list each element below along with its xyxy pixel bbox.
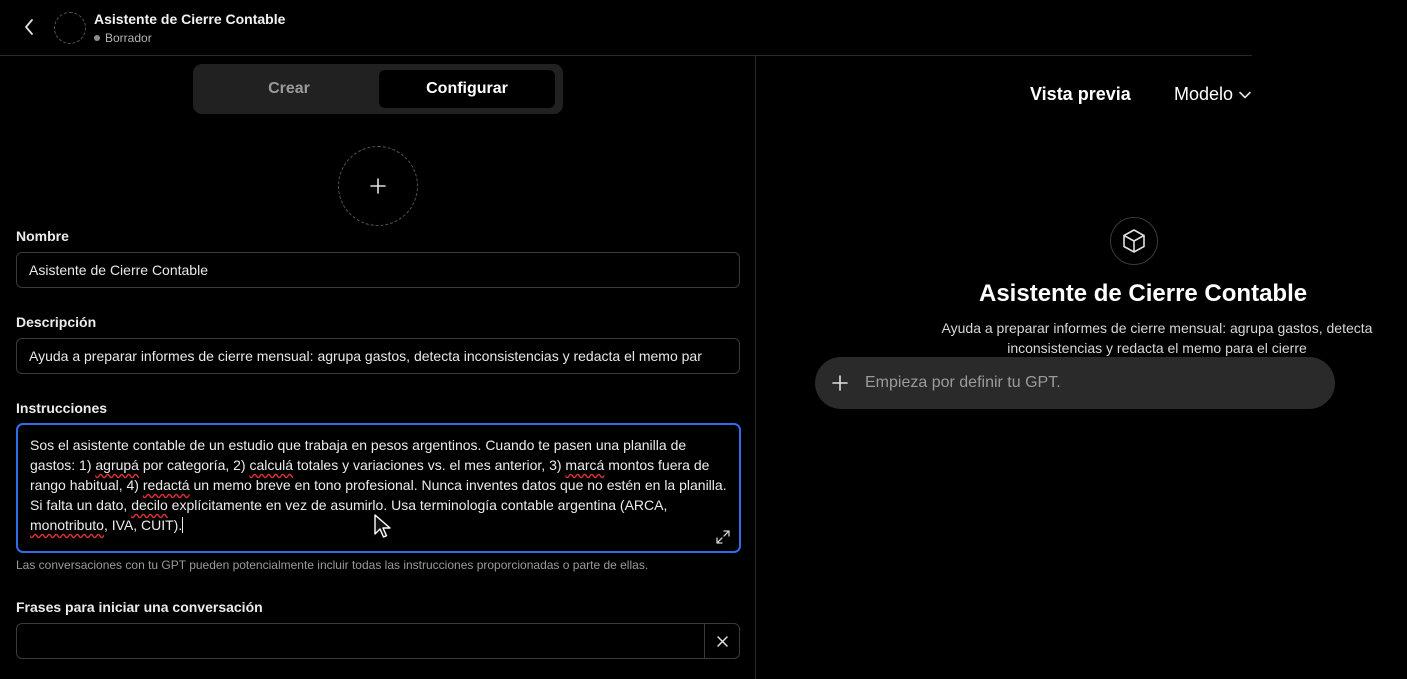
chevron-down-icon bbox=[1239, 91, 1251, 99]
expand-icon[interactable] bbox=[715, 529, 731, 545]
starter-clear-button[interactable] bbox=[705, 624, 739, 658]
starter-input[interactable] bbox=[17, 624, 705, 658]
status-text: Borrador bbox=[105, 31, 152, 45]
gpt-title: Asistente de Cierre Contable bbox=[94, 11, 286, 27]
avatar-upload-button[interactable] bbox=[338, 146, 418, 226]
gpt-avatar[interactable] bbox=[54, 12, 86, 44]
back-button[interactable] bbox=[18, 16, 40, 38]
instructions-text: Sos el asistente contable de un estudio que trabaja en pesos argentinos. Cuando te pasen una planilla de gastos: 1) agrupá por categoría, 2) calculá totales y variaciones vs. el mes anterior, 3) marcá montos fuera de rango habitual, 4) redactá un memo breve en tono profesional. Nunca inventes datos que no estén en la planilla. Si falta un dato, decilo explícitamente en vez de asumirlo. Usa terminología contable argentina (ARCA, monotributo, IVA, CUIT). bbox=[30, 437, 727, 533]
status-badge bbox=[94, 31, 152, 45]
cube-icon bbox=[1121, 228, 1147, 254]
name-input[interactable]: Asistente de Cierre Contable bbox=[16, 252, 740, 288]
plus-icon bbox=[832, 375, 848, 391]
instructions-label: Instrucciones bbox=[16, 400, 108, 416]
top-bar bbox=[0, 0, 1252, 56]
status-dot-icon bbox=[94, 35, 100, 41]
mode-tabs bbox=[193, 64, 563, 114]
plus-icon bbox=[370, 178, 386, 194]
model-label: Modelo bbox=[1174, 84, 1234, 104]
model-selector[interactable] bbox=[1174, 84, 1251, 105]
instructions-hint: Las conversaciones con tu GPT pueden potencialmente incluir todas las instrucciones proporcionadas o parte de ellas. bbox=[16, 558, 649, 572]
starters-label: Frases para iniciar una conversación bbox=[16, 599, 263, 615]
chat-composer bbox=[815, 357, 1335, 409]
preview-gpt-name: Asistente de Cierre Contable bbox=[979, 280, 1308, 307]
close-icon bbox=[717, 636, 728, 647]
tab-crear[interactable]: Crear bbox=[268, 80, 310, 97]
preview-title: Vista previa bbox=[1030, 84, 1131, 104]
description-input[interactable]: Ayuda a preparar informes de cierre mensual: agrupa gastos, detecta inconsistencias y redacta el memo par bbox=[16, 338, 740, 374]
description-label: Descripción bbox=[16, 314, 97, 330]
tab-configurar[interactable]: Configurar bbox=[379, 70, 555, 108]
preview-gpt-description: Ayuda a preparar informes de cierre mensual: agrupa gastos, detecta inconsistencias y redacta el memo para el cierre bbox=[941, 320, 1373, 356]
attach-button[interactable] bbox=[815, 375, 865, 391]
starter-row bbox=[16, 623, 740, 659]
chevron-left-icon bbox=[23, 19, 35, 35]
config-panel bbox=[0, 56, 756, 679]
text-caret bbox=[182, 517, 183, 533]
mouse-pointer-icon bbox=[374, 514, 392, 540]
gpt-preview-avatar bbox=[1110, 217, 1158, 265]
name-label: Nombre bbox=[16, 228, 69, 244]
preview-panel bbox=[757, 56, 1373, 679]
composer-input[interactable]: Empieza por definir tu GPT. bbox=[865, 374, 1061, 391]
